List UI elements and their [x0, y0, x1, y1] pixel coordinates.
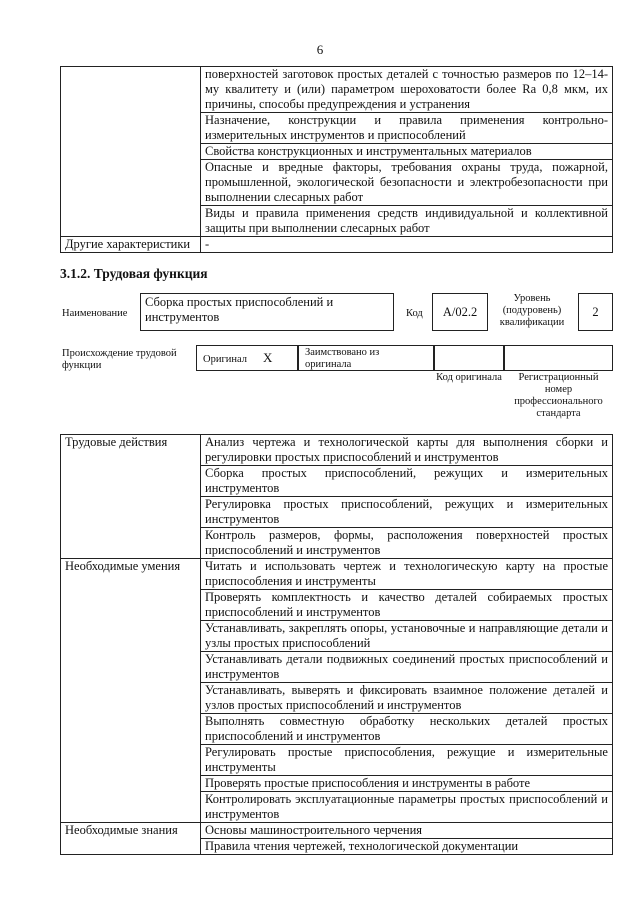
level-value: 2	[578, 293, 613, 331]
table-cell: Читать и использовать чертеж и технологическую карту на простые приспособления и инструменты	[201, 559, 613, 590]
table-cell: поверхностей заготовок простых деталей с точностью размеров по 12–14-му квалитету и (или) параметром шероховатости более Ra 0,8 мкм, их причины, способы предупреждения и устранения	[201, 67, 613, 113]
table-cell: Правила чтения чертежей, технологической документации	[201, 839, 613, 855]
level-label: Уровень (подуровень) квалификации	[499, 293, 565, 328]
table-row	[61, 237, 613, 253]
main-table	[60, 434, 613, 855]
group-label: Необходимые умения	[61, 559, 201, 823]
table-cell: -	[201, 237, 613, 253]
code-original-box	[434, 345, 504, 371]
original-label: Оригинал	[203, 354, 247, 365]
origin-label: Происхождение трудовой функции	[62, 348, 177, 371]
original-box	[196, 345, 298, 371]
table-cell: Регулировать простые приспособления, режущие и измерительные инструменты	[201, 745, 613, 776]
name-value: Сборка простых приспособлений и инструментов	[140, 293, 394, 331]
table-row	[61, 67, 613, 113]
table-cell: Виды и правила применения средств индивидуальной и коллективной защиты при выполнении слесарных работ	[201, 206, 613, 237]
reg-number-label: Регистрационный номер профессионального стандарта	[514, 372, 603, 419]
borrowed-box	[298, 345, 434, 371]
table-cell: Регулировка простых приспособлений, режущих и измерительных инструментов	[201, 497, 613, 528]
table-cell: Устанавливать детали подвижных соединений простых приспособлений и инструментов	[201, 652, 613, 683]
table-cell: Анализ чертежа и технологической карты для выполнения сборки и регулировки простых приспособлений и инструментов	[201, 435, 613, 466]
borrowed-label: Заимствовано из оригинала	[305, 347, 380, 370]
table-row	[61, 559, 613, 590]
table-row	[61, 823, 613, 839]
table-cell: Контролировать эксплуатационные параметры простых приспособлений и инструментов	[201, 792, 613, 823]
table-cell: Контроль размеров, формы, расположения поверхностей простых приспособлений и инструментов	[201, 528, 613, 559]
code-label: Код	[406, 308, 423, 319]
table-cell: Основы машиностроительного черчения	[201, 823, 613, 839]
section-heading: 3.1.2. Трудовая функция	[60, 266, 208, 281]
table-row	[61, 435, 613, 466]
group-label: Необходимые знания	[61, 823, 201, 855]
code-original-label: Код оригинала	[436, 372, 502, 383]
table-cell: Свойства конструкционных и инструментальных материалов	[201, 144, 613, 160]
table-cell: Проверять комплектность и качество деталей собираемых простых приспособлений и инструментов	[201, 590, 613, 621]
row-label	[61, 67, 201, 237]
original-mark: X	[263, 350, 273, 365]
code-value: A/02.2	[432, 293, 488, 331]
table-cell: Назначение, конструкции и правила применения контрольно-измерительных инструментов и приспособлений	[201, 113, 613, 144]
table-cell: Проверять простые приспособления и инструменты в работе	[201, 776, 613, 792]
table-cell: Сборка простых приспособлений, режущих и измерительных инструментов	[201, 466, 613, 497]
page-number: 6	[316, 42, 324, 57]
table-cell: Опасные и вредные факторы, требования охраны труда, пожарной, промышленной, экологической безопасности и электробезопасности при выполнении слесарных работ	[201, 160, 613, 206]
group-label: Трудовые действия	[61, 435, 201, 559]
row-label: Другие характеристики	[61, 237, 201, 253]
top-table	[60, 66, 613, 253]
table-cell: Выполнять совместную обработку нескольких деталей простых приспособлений и инструментов	[201, 714, 613, 745]
name-label: Наименование	[62, 308, 128, 319]
reg-number-box	[504, 345, 613, 371]
table-cell: Устанавливать, закреплять опоры, установочные и направляющие детали и узлы простых приспособлений	[201, 621, 613, 652]
table-cell: Устанавливать, выверять и фиксировать взаимное положение деталей и узлов простых приспособлений и инструментов	[201, 683, 613, 714]
